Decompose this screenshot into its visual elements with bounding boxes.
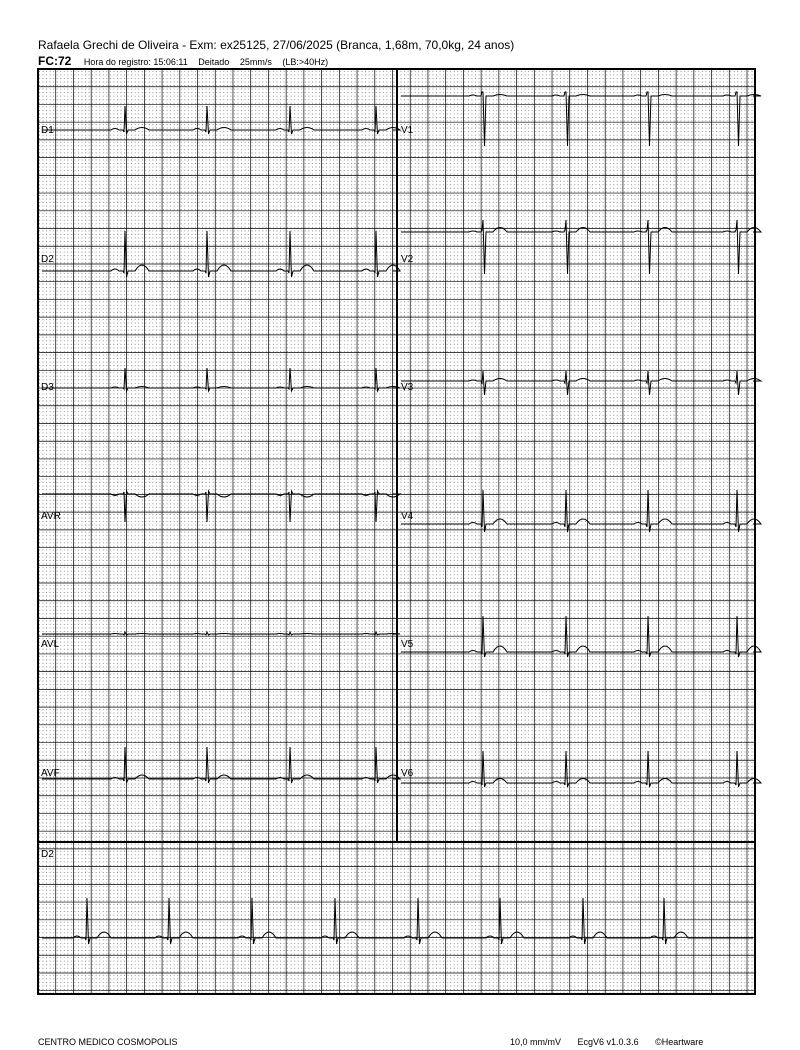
record-time: Hora do registro: 15:06:11	[83, 57, 188, 67]
lead-label-v6: V6	[401, 768, 414, 779]
patient-position: Deitado	[198, 57, 230, 67]
lead-label-v3: V3	[401, 382, 414, 393]
patient-info-line: Rafaela Grechi de Oliveira - Exm: ex25125, 27/06/2025 (Branca, 1,68m, 70,0kg, 24 anos)	[38, 38, 515, 52]
vendor-name: ©Heartware	[655, 1037, 704, 1047]
lead-label-avr: AVR	[41, 511, 61, 522]
lead-label-d2: D2	[41, 254, 54, 265]
software-version: EcgV6 v1.0.3.6	[577, 1037, 639, 1047]
lead-label-v2: V2	[401, 254, 414, 265]
lead-label-d3: D3	[41, 382, 54, 393]
clinic-name: CENTRO MEDICO COSMOPOLIS	[38, 1037, 178, 1047]
lead-label-avl: AVL	[41, 639, 60, 650]
filter-setting: (LB:>40Hz)	[282, 57, 329, 67]
paper-speed: 25mm/s	[239, 57, 272, 67]
lead-label-d1: D1	[41, 125, 54, 136]
lead-label-v5: V5	[401, 639, 414, 650]
lead-label-v4: V4	[401, 511, 414, 522]
lead-label-avf: AVF	[41, 768, 60, 779]
lead-label-v1: V1	[401, 125, 414, 136]
ecg-grid	[38, 69, 755, 994]
footer-info	[510, 1037, 703, 1047]
heart-rate: FC:72	[38, 54, 72, 68]
lead-label-rhythm-d2: D2	[41, 849, 54, 860]
gain-setting: 10,0 mm/mV	[510, 1037, 562, 1047]
